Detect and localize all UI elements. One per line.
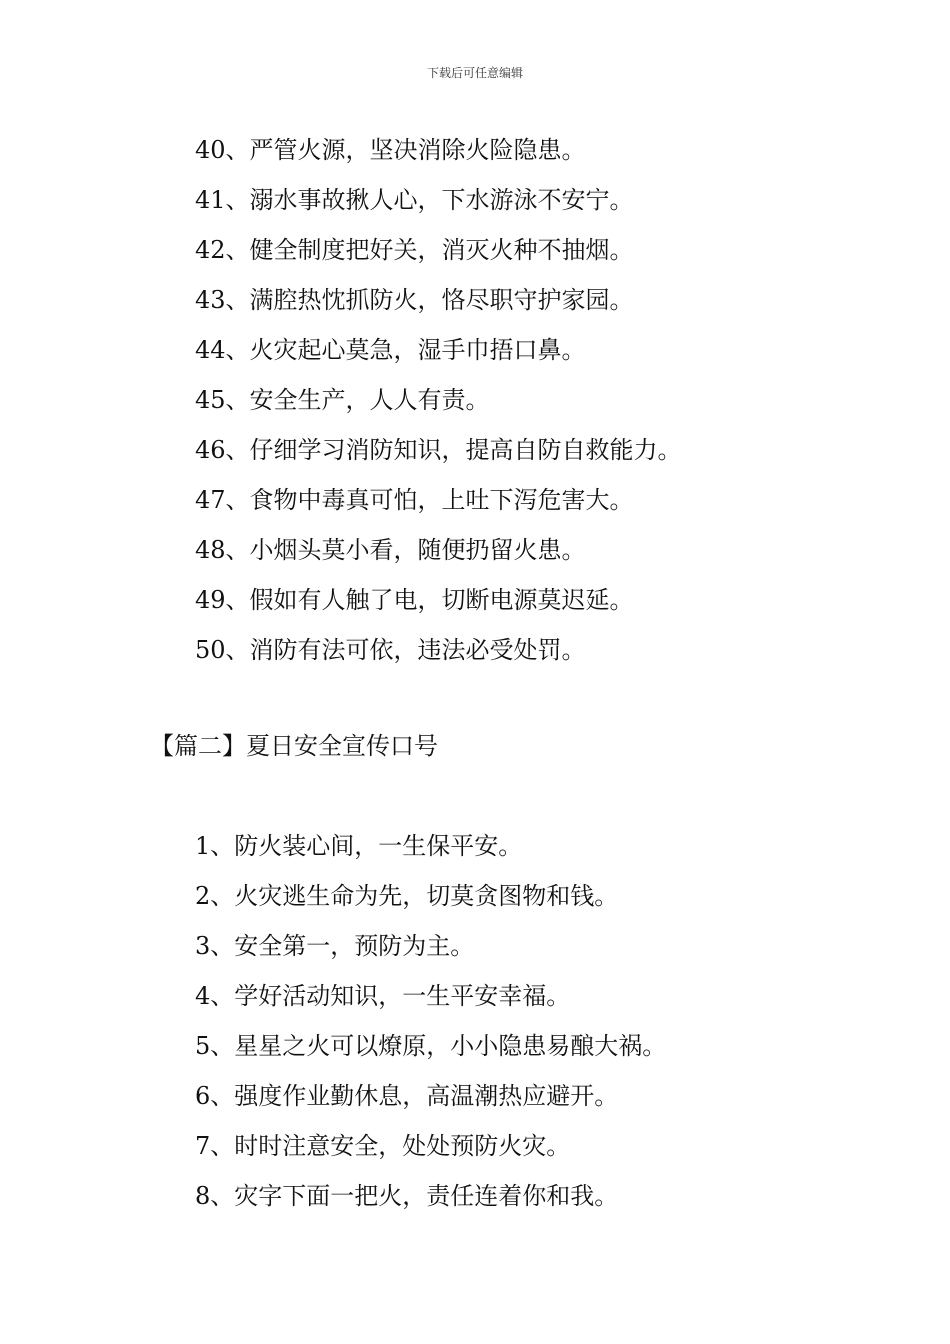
list-item: 8、灾字下面一把火，责任连着你和我。: [195, 1182, 619, 1210]
list-item: 3、安全第一，预防为主。: [195, 932, 475, 960]
list-item: 6、强度作业勤休息，高温潮热应避开。: [195, 1082, 619, 1110]
list-item: 5、星星之火可以燎原，小小隐患易酿大祸。: [195, 1032, 667, 1060]
section-heading: 【篇二】夏日安全宣传口号: [150, 732, 438, 760]
list-item: 42、健全制度把好关，消灭火种不抽烟。: [195, 236, 634, 264]
list-item: 43、满腔热忱抓防火，恪尽职守护家园。: [195, 286, 634, 314]
list-item: 1、防火装心间，一生保平安。: [195, 832, 523, 860]
list-item: 2、火灾逃生命为先，切莫贪图物和钱。: [195, 882, 619, 910]
list-item: 46、仔细学习消防知识，提高自防自救能力。: [195, 436, 682, 464]
list-item: 44、火灾起心莫急，湿手巾捂口鼻。: [195, 336, 586, 364]
list-item: 49、假如有人触了电，切断电源莫迟延。: [195, 586, 634, 614]
list-item: 4、学好活动知识，一生平安幸福。: [195, 982, 571, 1010]
list-item: 47、食物中毒真可怕，上吐下泻危害大。: [195, 486, 634, 514]
slogan-list-part-one: [195, 131, 682, 681]
list-item: 48、小烟头莫小看，随便扔留火患。: [195, 536, 586, 564]
list-item: 7、时时注意安全，处处预防火灾。: [195, 1132, 571, 1160]
list-item: 50、消防有法可依，违法必受处罚。: [195, 636, 586, 664]
list-item: 41、溺水事故揪人心，下水游泳不安宁。: [195, 186, 634, 214]
list-item: 45、安全生产，人人有责。: [195, 386, 490, 414]
list-item: 40、严管火源，坚决消除火险隐患。: [195, 136, 586, 164]
page-header: 下载后可任意编辑: [426, 66, 523, 80]
slogan-list-part-two: [195, 827, 666, 1227]
